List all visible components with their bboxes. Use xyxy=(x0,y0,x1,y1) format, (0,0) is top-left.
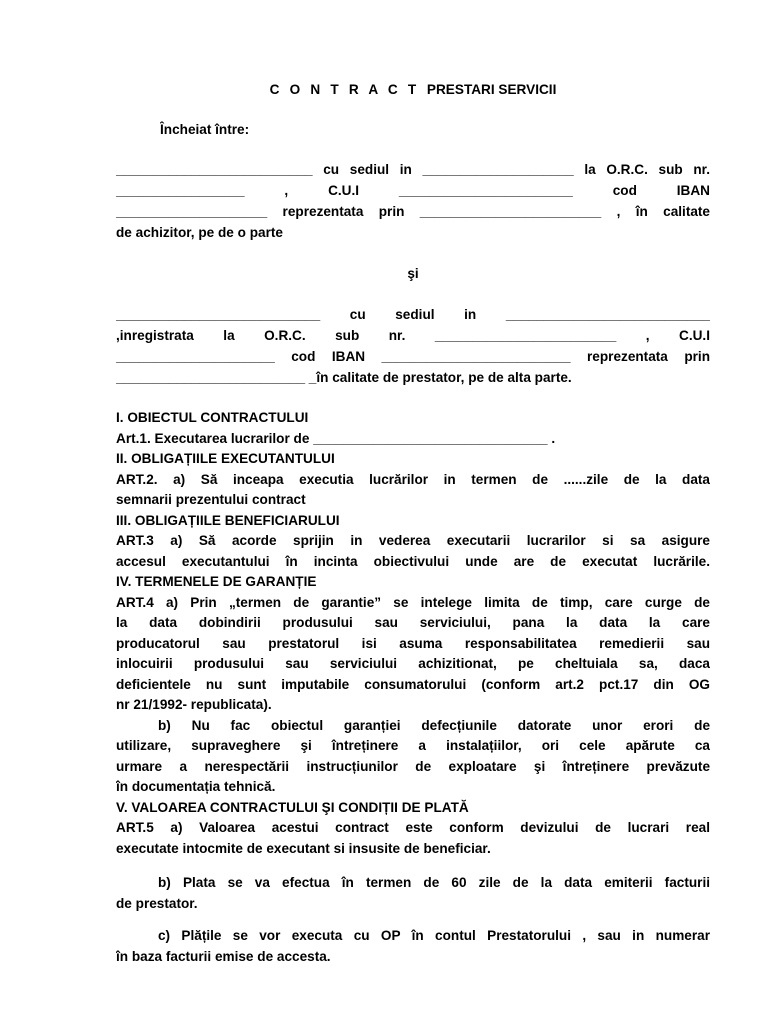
party1-line2: _________________ , C.U.I _______________________ cod IBAN xyxy=(116,183,710,198)
title-rest: PRESTARI SERVICII xyxy=(426,82,557,97)
art5-b-line1: b) Plata se va efectua în termen de 60 zile de la data emiterii facturii xyxy=(158,875,710,890)
title-contract: C O N T R A C T xyxy=(269,82,420,97)
party2-line1: ___________________________ cu sediul in ___________________________ xyxy=(116,307,710,322)
art5-c-line1: c) Plățile se vor executa cu OP în contul Prestatorului , sau in numerar xyxy=(158,928,710,943)
art5-line2: executate intocmite de executant si insusite de beneficiar. xyxy=(116,841,491,856)
art4-line4: inlocuirii produsului sau serviciului achizitionat, pe cheltuiala sa, daca xyxy=(116,656,710,671)
party2-line3: _____________________ cod IBAN _________________________ reprezentata prin xyxy=(116,349,710,364)
art5-b-line2: de prestator. xyxy=(116,896,198,911)
art5-line1: ART.5 a) Valoarea acestui contract este conform devizului de lucrari real xyxy=(116,820,710,835)
section-4-heading: IV. TERMENELE DE GARANȚIE xyxy=(116,574,317,589)
party1-line3: ____________________ reprezentata prin ________________________ , în calitate xyxy=(116,204,710,219)
party1-line1: __________________________ cu sediul in ____________________ la O.R.C. sub nr. xyxy=(116,162,710,177)
art4-b-line4: în documentația tehnică. xyxy=(116,779,276,794)
art4-b-line3: urmare a nerespectării instrucțiunilor de exploatare şi întreținere prevăzute xyxy=(116,759,710,774)
section-1-heading: I. OBIECTUL CONTRACTULUI xyxy=(116,410,309,425)
art4-b-line1: b) Nu fac obiectul garanției defecțiunile datorate unor erori de xyxy=(158,718,710,733)
art4-line3: producatorul sau prestatorul isi asuma responsabilitatea remedierii sau xyxy=(116,636,710,651)
section-3-heading: III. OBLIGAȚIILE BENEFICIARULUI xyxy=(116,513,340,528)
art2-line2: semnarii prezentului contract xyxy=(116,492,306,507)
conjunction-and: şi xyxy=(407,266,419,281)
art4-line2: la data dobindirii produsului sau serviciului, pana la data la care xyxy=(116,615,710,630)
art4-line1: ART.4 a) Prin „termen de garantie” se intelege limita de timp, care curge de xyxy=(116,595,710,610)
party1-line4: de achizitor, pe de o parte xyxy=(116,225,283,240)
art1-text: Art.1. Executarea lucrarilor de _______________________________ . xyxy=(116,431,556,446)
art4-line6: nr 21/1992- republicata). xyxy=(116,697,272,712)
party2-line2: ,inregistrata la O.R.C. sub nr. ________________________ , C.U.I xyxy=(116,328,710,343)
art4-line5: deficientele nu sunt imputabile consumatorului (conform art.2 pct.17 din OG xyxy=(116,677,710,692)
art3-line2: accesul executantului în incinta obiectivului unde are de executat lucrările. xyxy=(116,554,710,569)
document-title xyxy=(116,80,710,100)
art2-line1: ART.2. a) Să inceapa executia lucrărilor in termen de ......zile de la data xyxy=(116,472,710,487)
section-5-heading: V. VALOAREA CONTRACTULUI ŞI CONDIȚII DE PLATĂ xyxy=(116,800,469,815)
intro-line: Încheiat între: xyxy=(160,122,250,137)
party2-line4: _________________________ _în calitate de prestator, pe de alta parte. xyxy=(116,370,572,385)
section-2-heading: II. OBLIGAȚIILE EXECUTANTULUI xyxy=(116,451,335,466)
art5-c-line2: în baza facturii emise de accesta. xyxy=(116,949,331,964)
art4-b-line2: utilizare, supraveghere şi întreținere a instalațiilor, ori cele apărute ca xyxy=(116,738,710,753)
art3-line1: ART.3 a) Să acorde sprijin in vederea executarii lucrarilor si sa asigure xyxy=(116,533,710,548)
